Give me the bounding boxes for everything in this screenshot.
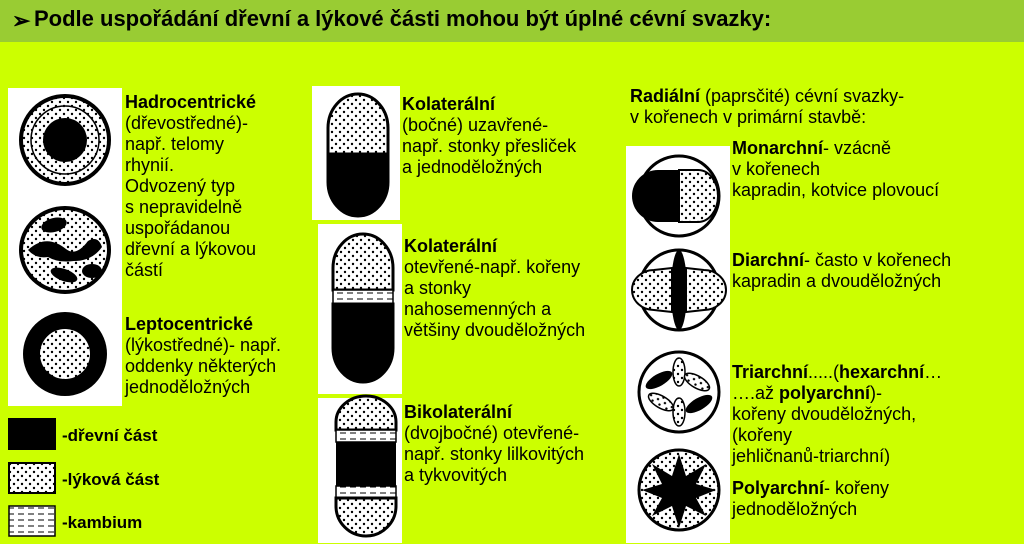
header-bar — [0, 0, 1024, 42]
radial-heading: Radiální (paprsčité) cévní svazky- v kořenech v primární stavbě: — [630, 86, 905, 127]
collateral-closed-description: Kolaterální (bočné) uzavřené- např. stonky přesliček a jednoděložných — [402, 94, 577, 177]
hadrocentric-diagram — [18, 92, 118, 192]
collateral-open-diagram — [327, 230, 399, 392]
legend-cambium-label: -kambium — [62, 513, 143, 532]
hadro-description: Hadrocentrické (dřevostředné)- např. telomy rhynií. Odvozený typ s nepravidelně uspořádanou dřevní a lýkovou částí — [125, 92, 257, 280]
polyarch-diagram — [636, 444, 726, 540]
legend-wood-swatch — [8, 418, 58, 452]
diarch-description: Diarchní- často v kořenech kapradin a dvouděložných — [732, 250, 952, 291]
irregular-derived-diagram — [18, 205, 118, 305]
bicollateral-description: Bikolaterální (dvojbočné) otevřené- např. stonky lilkovitých a tykvovitých — [404, 402, 585, 485]
diarch-diagram — [636, 246, 726, 336]
bicollateral-diagram — [330, 394, 402, 544]
collateral-open-description: Kolaterální otevřené-např. kořeny a stonky nahosemenných a většiny dvouděložných — [404, 236, 586, 340]
lepto-description: Leptocentrické (lýkostředné)- např. oddenky některých jednoděložných — [125, 314, 282, 397]
monarch-description: Monarchní- vzácně v kořenech kapradin, kotvice plovoucí — [732, 138, 940, 200]
bullet-arrow-icon: ➢ — [12, 8, 31, 33]
legend-bast-label: -lýková část — [62, 470, 160, 489]
page-title: Podle uspořádání dřevní a lýkové části mohou být úplné cévní svazky: — [34, 6, 772, 31]
polyarch-description: Polyarchní- kořeny jednoděložných — [732, 478, 890, 519]
leptocentric-diagram — [18, 310, 118, 410]
legend-cambium-swatch — [8, 505, 58, 539]
monarch-diagram — [636, 152, 726, 242]
hexarch-diagram — [636, 348, 726, 438]
collateral-closed-diagram — [322, 90, 394, 220]
triarch-description: Triarchní.....(hexarchní… ….až polyarchní)- kořeny dvouděložných, (kořeny jehličnanů-triarchní) — [732, 362, 943, 466]
legend-wood-label: -dřevní část — [62, 426, 158, 445]
legend-bast-swatch — [8, 462, 58, 496]
